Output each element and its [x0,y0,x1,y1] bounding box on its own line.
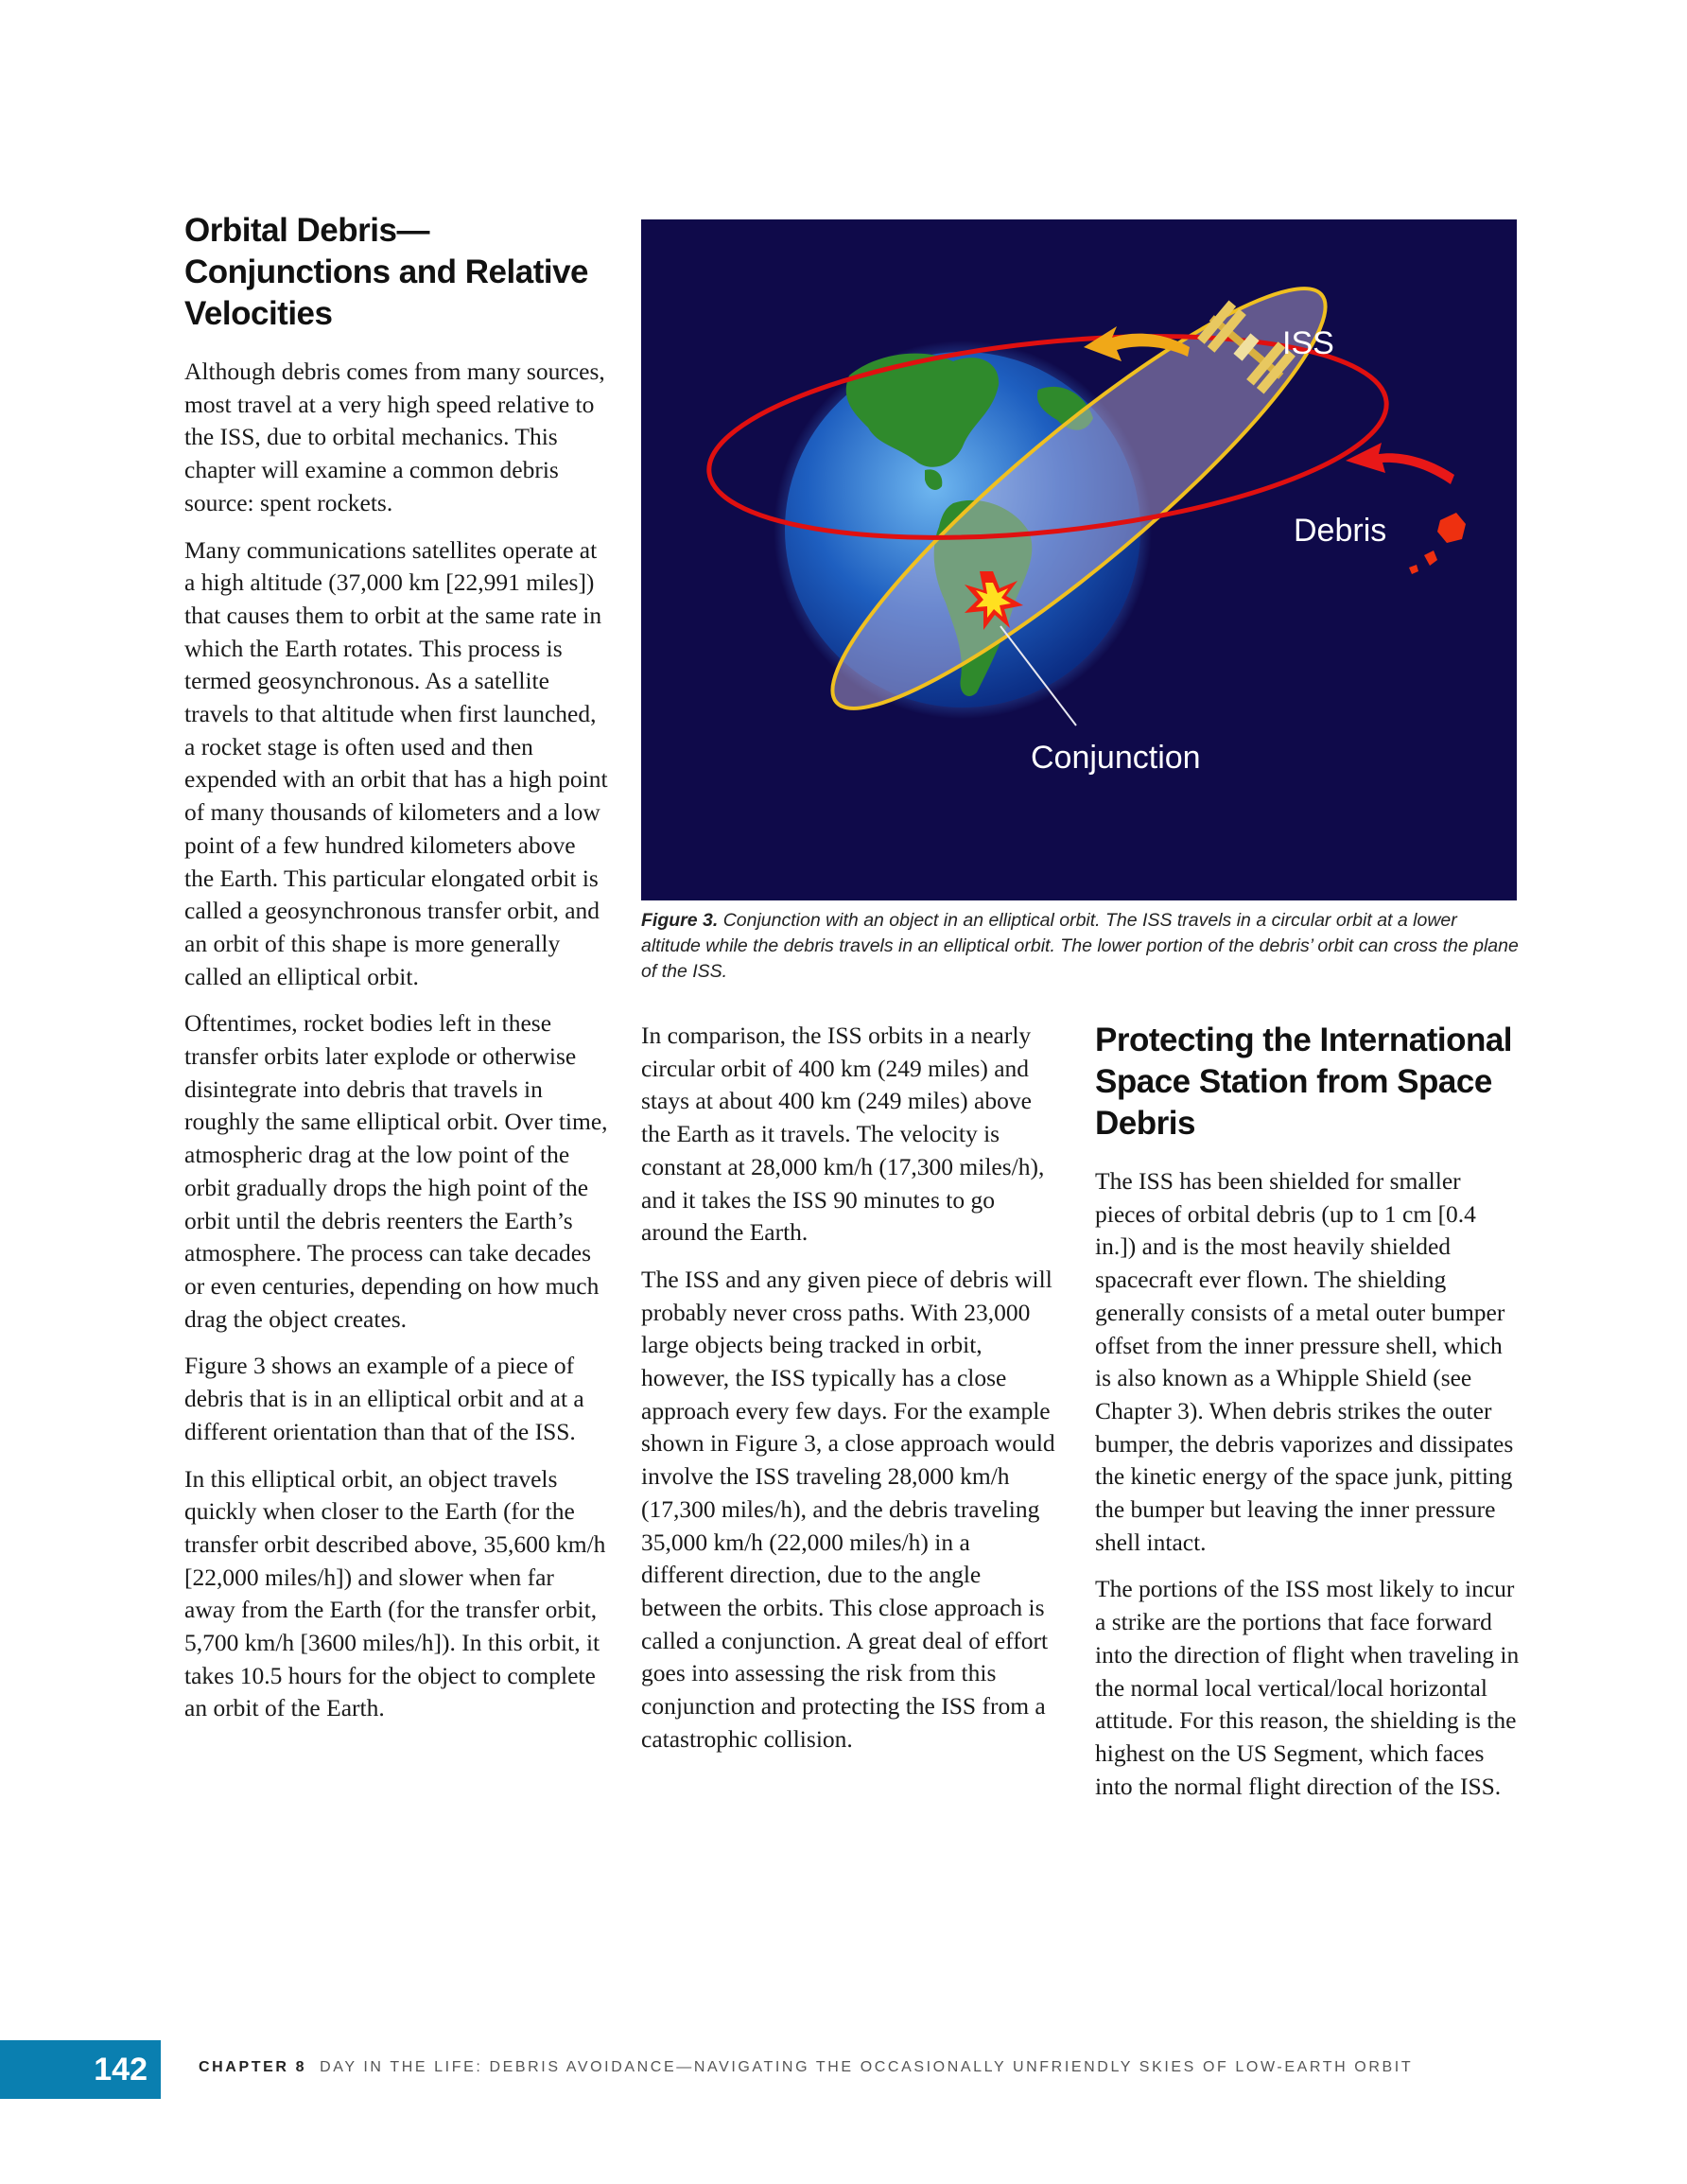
figure-caption [641,908,1521,985]
running-footer [199,2059,1413,2076]
paragraph: Figure 3 shows an example of a piece of debris that is in an elliptical orbit and at a different orientation than that of the ISS. [184,1352,584,1445]
paragraph: The ISS has been shielded for smaller pieces of orbital debris (up to 1 cm [0.4 in.]) and is the most heavily shielded spacecraft ever flown. The shielding generally consists of a metal outer bumper offset from the inner pressure shell, which is also known as a Whipple Shield (see Chapter 3). When debris strikes the outer bumper, the debris vaporizes and dissipates the kinetic energy of the space junk, pitting the bumper but leaving the inner pressure shell intact. [1095,1167,1514,1556]
column-middle [641,1020,1057,1770]
debris-label: Debris [1294,513,1387,549]
iss-label: ISS [1282,325,1334,361]
orbit-diagram [641,219,1517,900]
paragraph: In comparison, the ISS orbits in a nearly circular orbit of 400 km (249 miles) and stays at about 400 km (249 miles) above the Earth as it travels. The velocity is constant at 28,000 km/h (17,300 miles/h), and it takes the ISS 90 minutes to go around the Earth. [641,1022,1045,1247]
paragraph: Oftentimes, rocket bodies left in these transfer orbits later explode or otherwise disintegrate into debris that travels in roughly the same elliptical orbit. Over time, atmospheric drag at the low point of the orbit gradually drops the high point of the orbit until the debris reenters the Earth’s atmosphere. The process can take decades or even centuries, depending on how much drag the object creates. [184,1009,608,1333]
paragraph: The ISS and any given piece of debris will probably never cross paths. With 23,000 large objects being tracked in orbit, however, the ISS typically has a close approach every few days. For the example shown in Figure 3, a close approach would involve the ISS traveling 28,000 km/h (17,300 miles/h), and the debris traveling 35,000 km/h (22,000 miles/h) in a different direction, due to the angle between the orbits. This close approach is called a conjunction. A great deal of effort goes into assessing the risk from this conjunction and protecting the ISS from a catastrophic collision. [641,1265,1055,1753]
chapter-label: CHAPTER 8 [199,2059,307,2075]
paragraph: Many communications satellites operate at a high altitude (37,000 km [22,991 miles]) that causes them to orbit at the same rate in which the Earth rotates. This process is termed geosynchronous. As a satellite travels to that altitude when first launched, a rocket stage is often used and then expended with an orbit that has a high point of many thousands of kilometers and a low point of a few hundred kilometers above the Earth. This particular elongated orbit is called a geosynchronous transfer orbit, and an orbit of this shape is more generally called an elliptical orbit. [184,535,608,990]
caption-label: Figure 3. [641,910,719,931]
column-left [184,210,610,1739]
figure-conjunction-illustration [641,219,1517,900]
section-heading-orbital-debris: Orbital Debris—Conjunctions and Relative Velocities [184,212,588,332]
section-heading-protecting-iss: Protecting the International Space Station from Space Debris [1095,1022,1513,1142]
paragraph: In this elliptical orbit, an object travels quickly when closer to the Earth (for the transfer orbit described above, 35,600 km/h [22,000 miles/h]) and slower when far away from the Earth (for the transfer orbit, 5,700 km/h [3600 miles/h]). In this orbit, it takes 10.5 hours for the object to complete an orbit of the Earth. [184,1464,606,1722]
paragraph: Although debris comes from many sources, most travel at a very high speed relative to the ISS, due to orbital mechanics. This chapter will examine a common debris source: spent rockets. [184,358,605,516]
caption-text: Conjunction with an object in an elliptical orbit. The ISS travels in a circular orbit at a lower altitude while the debris travels in an elliptical orbit. The lower portion of the debris’ orbit can cross the plane of the ISS. [641,910,1519,982]
chapter-title: DAY IN THE LIFE: DEBRIS AVOIDANCE—NAVIGATING THE OCCASIONALLY UNFRIENDLY SKIES OF LOW-EARTH ORBIT [320,2059,1414,2075]
column-right [1095,1020,1521,1817]
conjunction-label: Conjunction [1031,740,1201,776]
paragraph: The portions of the ISS most likely to incur a strike are the portions that face forward into the direction of flight when traveling in the normal local vertical/local horizontal attitude. For this reason, the shielding is the highest on the US Segment, which faces into the normal flight direction of the ISS. [1095,1575,1520,1800]
page-number: 142 [0,2040,161,2099]
